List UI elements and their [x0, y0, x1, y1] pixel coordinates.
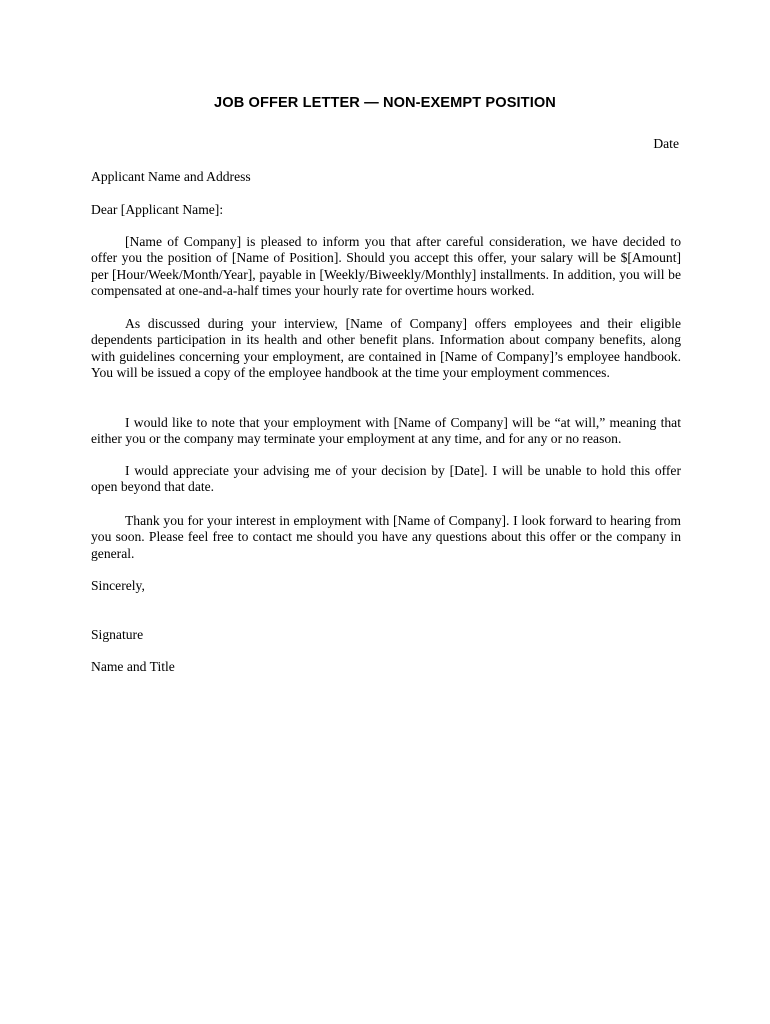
- paragraph-offer: [Name of Company] is pleased to inform you that after careful consideration, we have decided to offer you the position of [Name of Position]. Should you accept this offer, your salary will be $[Amount] per [Hour/Week/Month/Year], payable in [Weekly/Biweekly/Monthly] installments. In addition, you will be compensated at one-and-a-half times your hourly rate for overtime hours worked.: [91, 234, 681, 299]
- closing: Sincerely,: [91, 578, 145, 593]
- letter-date: Date: [653, 136, 679, 151]
- applicant-address: Applicant Name and Address: [91, 169, 251, 184]
- paragraph-benefits: As discussed during your interview, [Name of Company] offers employees and their eligible dependents participation in its health and other benefit plans. Information about company benefits, along with guidelines concerning your employment, are contained in [Name of Company]’s employee handbook. You will be issued a copy of the employee handbook at the time your employment commences.: [91, 316, 681, 381]
- paragraph-thanks: Thank you for your interest in employment with [Name of Company]. I look forward to hearing from you soon. Please feel free to contact me should you have any questions about this offer or the company in general.: [91, 513, 681, 561]
- name-and-title: Name and Title: [91, 659, 175, 674]
- paragraph-at-will: I would like to note that your employment with [Name of Company] will be “at will,” meaning that either you or the company may terminate your employment at any time, and for any or no reason.: [91, 415, 681, 447]
- signature-line: Signature: [91, 627, 144, 642]
- page-title: JOB OFFER LETTER — NON-EXEMPT POSITION: [214, 95, 556, 111]
- paragraph-decision: I would appreciate your advising me of your decision by [Date]. I will be unable to hold this offer open beyond that date.: [91, 463, 681, 495]
- salutation: Dear [Applicant Name]:: [91, 202, 224, 217]
